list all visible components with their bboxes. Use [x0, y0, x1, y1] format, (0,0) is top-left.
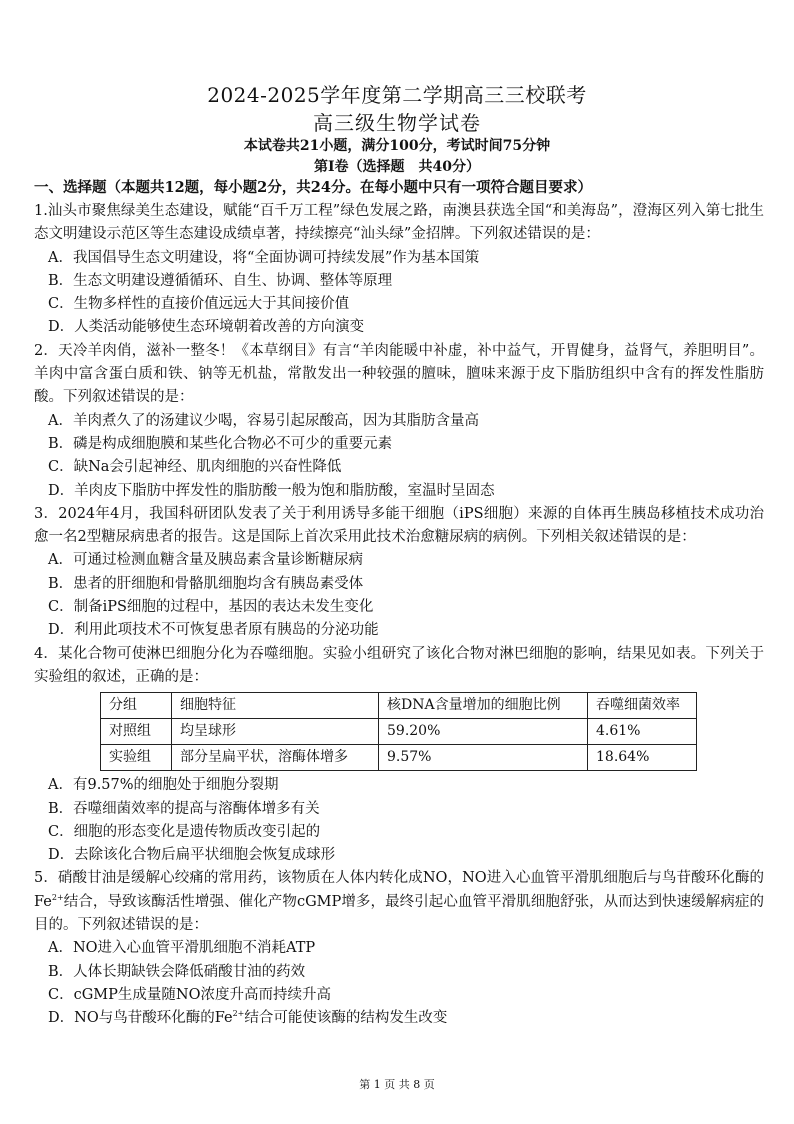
question-2 — [34, 340, 764, 503]
part-title: 第Ⅰ卷（选择题 共40分） — [313, 159, 481, 175]
option-d — [34, 1007, 764, 1030]
exam-info: 本试卷共21小题，满分100分，考试时间75分钟 — [243, 138, 551, 154]
option-a: A．NO进入心血管平滑肌细胞不消耗ATP — [48, 940, 316, 957]
iron-charge: 2+ — [232, 1009, 245, 1019]
question-stem — [34, 867, 764, 937]
question-1 — [34, 200, 764, 340]
table-cell: 对照组 — [101, 719, 172, 745]
option-a: A．羊肉煮久了的汤建议少喝，容易引起尿酸高，因为其脂肪含量高 — [48, 412, 479, 429]
question-stem: 3．2024年4月，我国科研团队发表了关于利用诱导多能干细胞（iPS细胞）来源的自体再生胰岛移植技术成功治愈一名2型糖尿病患者的报告。这是国际上首次采用此技术治愈糖尿病的病例。下列相关叙述错误的是： — [34, 505, 764, 546]
results-table — [100, 692, 697, 771]
option-b: B．磷是构成细胞膜和某些化合物必不可少的重要元素 — [48, 435, 393, 452]
option-b: B．吞噬细菌效率的提高与溶酶体增多有关 — [48, 800, 320, 817]
option-d: D．羊肉皮下脂肪中挥发性的脂肪酸一般为饱和脂肪酸，室温时呈固态 — [48, 482, 495, 499]
section-heading: 一、选择题（本题共12题，每小题2分，共24分。在每小题中只有一项符合题目要求） — [34, 179, 592, 196]
question-stem: 1.汕头市聚焦绿美生态建设，赋能“百千万工程”绿色发展之路，南澳县获选全国“和美海岛”，澄海区列入第七批生态文明建设示范区等生态建设成绩卓著，持续擦亮“汕头绿”金招牌。下列叙述错误的是： — [34, 203, 764, 243]
option-d: D．利用此项技术不可恢复患者原有胰岛的分泌功能 — [48, 622, 379, 639]
table-header-cell: 分组 — [101, 693, 172, 719]
stem-text: 结合，导致该酶活性增强、催化产物cGMP增多，最终引起心血管平滑肌细胞舒张，从而达到快速缓解病症的目的。下列叙述错误的是： — [34, 893, 764, 934]
question-stem: 4．某化合物可使淋巴细胞分化为吞噬细胞。实验小组研究了该化合物对淋巴细胞的影响，结果见如表。下列关于实验组的叙述，正确的是： — [34, 645, 764, 685]
option-text: D．NO与鸟苷酸环化酶的Fe — [48, 1010, 233, 1027]
option-a: A．我国倡导生态文明建设，将“全面协调可持续发展”作为基本国策 — [48, 249, 480, 266]
exam-title: 2024-2025学年度第二学期高三三校联考 — [207, 83, 587, 107]
table-cell: 59.20% — [379, 719, 588, 745]
table-header-cell: 核DNA含量增加的细胞比例 — [379, 693, 588, 719]
table-row — [101, 745, 697, 771]
page-footer: 第 1 页 共 8 页 — [359, 1078, 435, 1091]
table-cell: 9.57% — [379, 745, 588, 771]
option-c: C．细胞的形态变化是遗传物质改变引起的 — [48, 823, 321, 840]
questions-body — [34, 200, 764, 1031]
table-cell: 均呈球形 — [172, 719, 379, 745]
exam-subject: 高三级生物学试卷 — [313, 111, 481, 135]
iron-charge: 2+ — [51, 892, 64, 902]
option-c: C．生物多样性的直接价值远远大于其间接价值 — [48, 296, 350, 313]
question-5 — [34, 867, 764, 1030]
table-cell: 18.64% — [588, 745, 697, 771]
option-a: A．有9.57%的细胞处于细胞分裂期 — [48, 777, 279, 794]
option-b: B．人体长期缺铁会降低硝酸甘油的药效 — [48, 963, 306, 980]
table-cell: 部分呈扁平状，溶酶体增多 — [172, 745, 379, 771]
question-4 — [34, 643, 764, 868]
option-d: D．去除该化合物后扁平状细胞会恢复成球形 — [48, 847, 336, 864]
table-header-cell: 细胞特征 — [172, 693, 379, 719]
option-c: C．cGMP生成量随NO浓度升高而持续升高 — [48, 986, 331, 1003]
option-d: D．人类活动能够使生态环境朝着改善的方向演变 — [48, 319, 365, 336]
stem-text: 5．硝酸甘油是缓解心绞痛的常用药，该物质在人体内转化成NO，NO进入心血管平滑肌细胞后与鸟苷酸环化酶的Fe — [34, 870, 764, 910]
table-header-cell: 吞噬细菌效率 — [588, 693, 697, 719]
table-row — [101, 719, 697, 745]
table-cell: 实验组 — [101, 745, 172, 771]
option-c: C．缺Na会引起神经、肌肉细胞的兴奋性降低 — [48, 459, 342, 476]
table-header-row — [101, 693, 697, 719]
option-a: A．可通过检测血糖含量及胰岛素含量诊断糖尿病 — [48, 552, 363, 569]
question-stem: 2．天冷羊肉俏，滋补一整冬！《本草纲目》有言“羊肉能暖中补虚，补中益气，开胃健身，益肾气，养胆明目”。羊肉中富含蛋白质和铁、钠等无机盐，常散发出一种较强的膻味，膻味来源于皮下脂肪组织中含有的挥发性脂肪酸。下列叙述错误的是： — [34, 342, 764, 406]
option-b: B．生态文明建设遵循循环、自生、协调、整体等原理 — [48, 272, 393, 289]
table-cell: 4.61% — [588, 719, 697, 745]
question-3 — [34, 503, 764, 643]
option-text: 结合可能使该酶的结构发生改变 — [244, 1010, 448, 1027]
option-c: C．制备iPS细胞的过程中，基因的表达未发生变化 — [48, 599, 374, 616]
option-b: B．患者的肝细胞和骨骼肌细胞均含有胰岛素受体 — [48, 575, 364, 592]
